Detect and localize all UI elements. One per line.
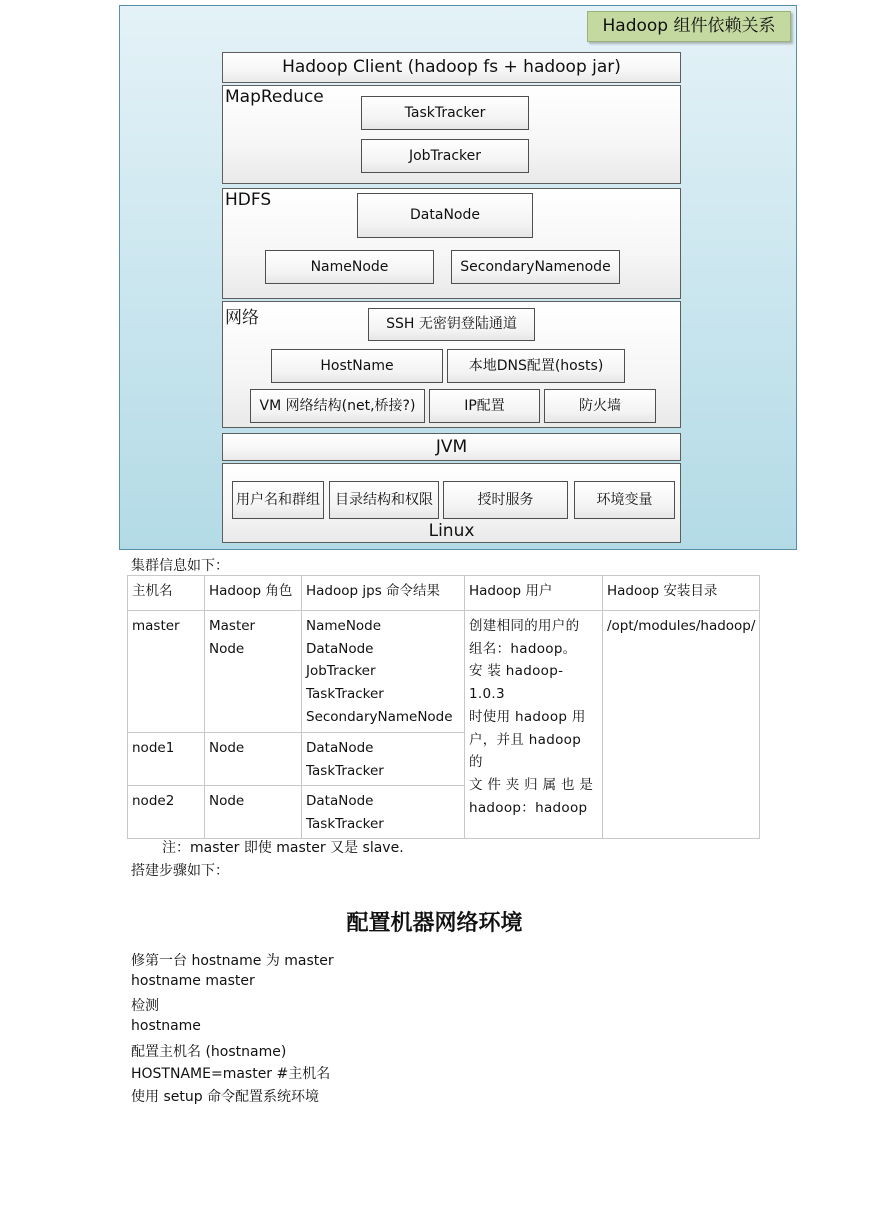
cell-role: Node <box>205 786 302 839</box>
body-line: 配置主机名 (hostname) <box>131 1044 287 1060</box>
jvm-bar: JVM <box>222 433 681 461</box>
table-row <box>128 611 760 733</box>
cell-host: node2 <box>128 786 205 839</box>
cell-role: Node <box>205 733 302 786</box>
ip-config-box: IP配置 <box>429 389 540 423</box>
cell-jps <box>302 733 465 786</box>
table-header-row <box>128 576 760 611</box>
header-hostname: 主机名 <box>128 576 205 611</box>
cluster-intro: 集群信息如下： <box>131 558 229 574</box>
time-service-box: 授时服务 <box>443 481 568 519</box>
jps-line: TaskTracker <box>306 686 384 703</box>
cell-user <box>465 611 603 839</box>
network-title: 网络 <box>225 308 259 328</box>
tasktracker-box: TaskTracker <box>361 96 529 130</box>
cell-host: node1 <box>128 733 205 786</box>
jps-line: DataNode <box>306 793 374 809</box>
directory-permissions-box: 目录结构和权限 <box>329 481 439 519</box>
hdfs-panel <box>222 188 681 299</box>
body-line: 使用 setup 命令配置系统环境 <box>131 1089 320 1105</box>
jps-line: NameNode <box>306 618 382 634</box>
body-line: hostname master <box>131 973 255 989</box>
header-install-dir: Hadoop 安装目录 <box>603 576 760 611</box>
header-user: Hadoop 用户 <box>465 576 603 611</box>
steps-intro: 搭建步骤如下： <box>131 863 229 879</box>
role-line: Master <box>209 618 256 634</box>
body-line: HOSTNAME=master #主机名 <box>131 1066 331 1082</box>
mapreduce-panel <box>222 85 681 184</box>
mapreduce-title: MapReduce <box>225 87 324 107</box>
ssh-box: SSH 无密钥登陆通道 <box>368 308 535 341</box>
cell-role <box>205 611 302 733</box>
secondary-namenode-box: SecondaryNamenode <box>451 250 620 284</box>
hostname-box: HostName <box>271 349 443 383</box>
cell-jps <box>302 786 465 839</box>
namenode-box: NameNode <box>265 250 434 284</box>
body-line: hostname <box>131 1018 201 1034</box>
header-role: Hadoop 角色 <box>205 576 302 611</box>
cell-jps <box>302 611 465 733</box>
user-line: 创建相同的用户的 <box>469 618 580 634</box>
section-title: 配置机器网络环境 <box>346 910 523 936</box>
cluster-table <box>127 575 760 839</box>
cell-install-dir: /opt/modules/hadoop/ <box>603 611 760 839</box>
env-vars-box: 环境变量 <box>574 481 675 519</box>
user-line: 时使用 hadoop 用 <box>469 708 586 725</box>
hadoop-client-bar: Hadoop Client (hadoop fs + hadoop jar) <box>222 52 681 83</box>
datanode-box: DataNode <box>357 193 533 238</box>
network-panel <box>222 301 681 428</box>
user-line: 组名：hadoop。 <box>469 640 577 657</box>
vm-network-box: VM 网络结构(net,桥接?) <box>250 389 425 423</box>
local-dns-box: 本地DNS配置(hosts) <box>447 349 625 383</box>
role-line: Node <box>209 640 245 657</box>
diagram-title-tag: Hadoop 组件依赖关系 <box>587 11 791 42</box>
firewall-box: 防火墙 <box>544 389 656 423</box>
hdfs-title: HDFS <box>225 190 272 210</box>
jps-line: TaskTracker <box>306 762 384 779</box>
jps-line: SecondaryNameNode <box>306 708 453 725</box>
user-line: 安 装 hadoop-1.0.3 <box>469 663 564 703</box>
jps-line: JobTracker <box>306 663 376 680</box>
linux-panel <box>222 463 681 543</box>
users-groups-box: 用户名和群组 <box>232 481 324 519</box>
user-line: 户，并且 hadoop 的 <box>469 731 582 771</box>
header-jps: Hadoop jps 命令结果 <box>302 576 465 611</box>
jps-line: TaskTracker <box>306 815 384 832</box>
user-line: 文 件 夹 归 属 也 是 <box>469 776 594 793</box>
linux-title: Linux <box>428 521 475 541</box>
body-line: 检测 <box>131 998 159 1014</box>
jobtracker-box: JobTracker <box>361 139 529 173</box>
jps-line: DataNode <box>306 740 374 756</box>
user-line: hadoop：hadoop <box>469 799 588 816</box>
note: 注：master 即使 master 又是 slave. <box>162 840 404 856</box>
body-line: 修第一台 hostname 为 master <box>131 953 334 969</box>
cell-host: master <box>128 611 205 733</box>
jps-line: DataNode <box>306 640 374 657</box>
